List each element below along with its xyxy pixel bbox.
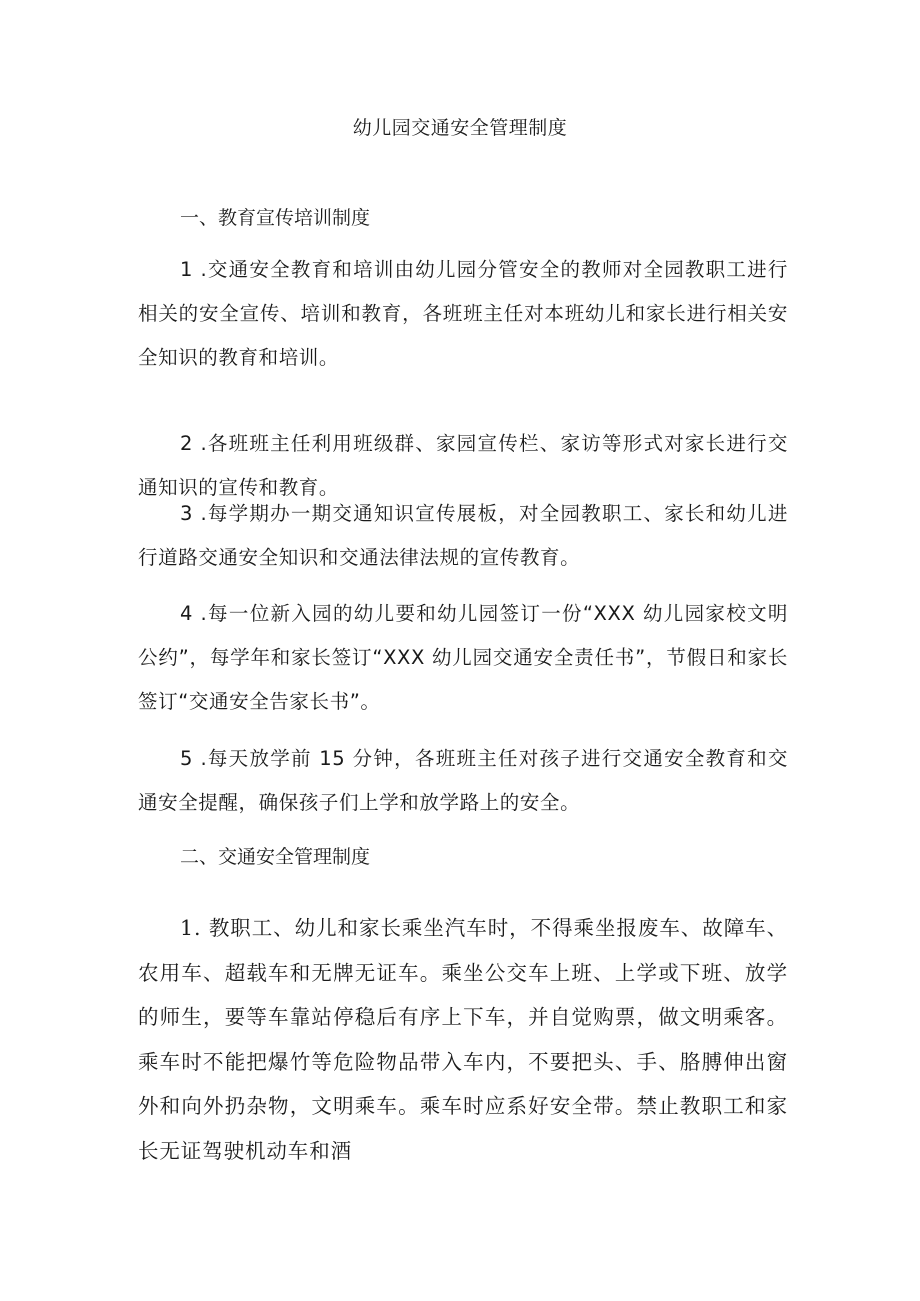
paragraph: 5 .每天放学前 15 分钟，各班班主任对孩子进行交通安全教育和交通安全提醒，确保孩子们上学和放学路上的安全。 xyxy=(138,747,788,814)
section-heading-education: 一、教育宣传培训制度 xyxy=(180,207,371,229)
paragraph: 3 .每学期办一期交通知识宣传展板，对全园教职工、家长和幼儿进行道路交通安全知识和交通法律法规的宣传教育。 xyxy=(138,502,788,569)
paragraph: 4 .每一位新入园的幼儿要和幼儿园签订一份“XXX 幼儿园家校文明公约”，每学年和家长签订“XXX 幼儿园交通安全责任书”，节假日和家长签订“交通安全告家长书”。 xyxy=(138,602,788,713)
document-title: 幼儿园交通安全管理制度 xyxy=(352,117,568,139)
paragraph: 1 .交通安全教育和培训由幼儿园分管安全的教师对全园教职工进行相关的安全宣传、培训和教育，各班班主任对本班幼儿和家长进行相关安全知识的教育和培训。 xyxy=(138,258,788,369)
paragraph: 2 .各班班主任利用班级群、家园宣传栏、家访等形式对家长进行交通知识的宣传和教育。 xyxy=(138,432,788,499)
section-heading-management: 二、交通安全管理制度 xyxy=(180,846,371,868)
paragraph: 1. 教职工、幼儿和家长乘坐汽车时，不得乘坐报废车、故障车、农用车、超载车和无牌无证车。乘坐公交车上班、上学或下班、放学的师生，要等车靠站停稳后有序上下车，并自觉购票，做文明乘客。乘车时不能把爆竹等危险物品带入车内，不要把头、手、胳膊伸出窗外和向外扔杂物，文明乘车。乘车时应系好安全带。禁止教职工和家长无证驾驶机动车和酒 xyxy=(138,916,788,1163)
